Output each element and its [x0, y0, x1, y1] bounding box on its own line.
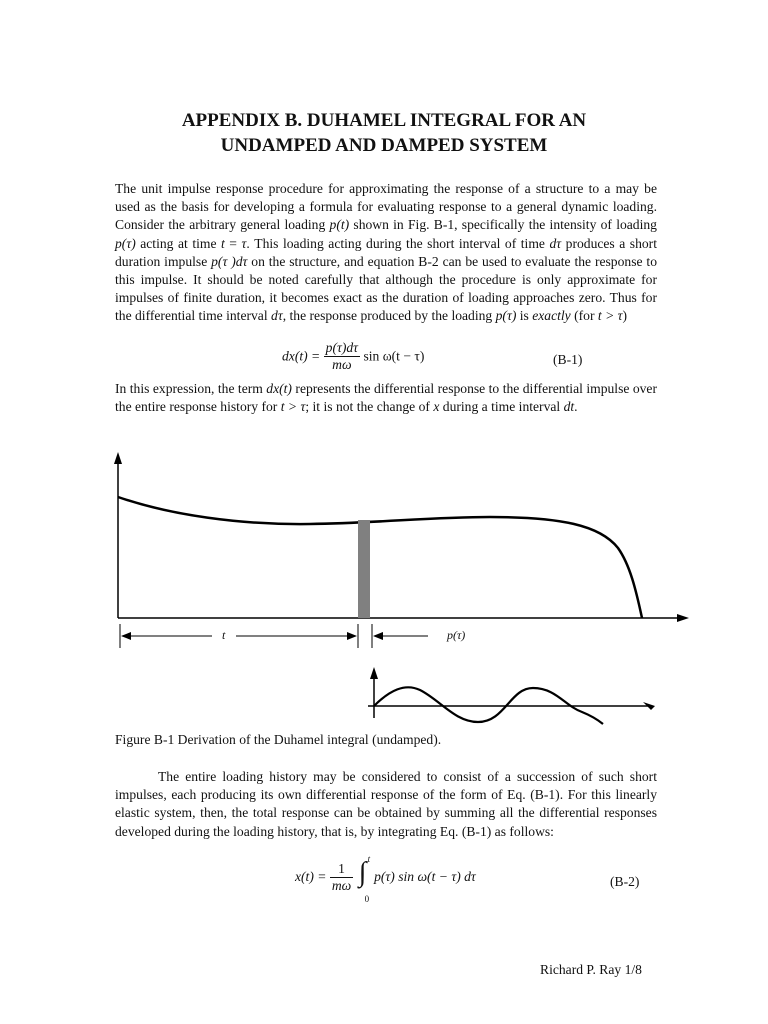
figure-caption: Figure B-1 Derivation of the Duhamel integral (undamped). [115, 732, 442, 747]
math-run: dτ [271, 308, 283, 324]
math-run: t > τ [597, 308, 623, 324]
math-run: dx(t) [266, 381, 292, 396]
math-run: t [221, 235, 225, 251]
dim-arrow-left [121, 632, 131, 640]
eq-integrand: p(τ) sin ω(t − τ) dτ [374, 869, 476, 884]
text-run: during a time interval [439, 399, 564, 415]
figure-label-ptau: p(τ) [447, 628, 466, 642]
impulse-bar [358, 520, 370, 618]
equation-b1-label: (B-1) [553, 352, 583, 367]
math-run: dτ [549, 235, 562, 251]
math-run: dt [563, 399, 575, 415]
text-run: ; it is not the change of [305, 399, 434, 415]
y-axis-arrow [114, 452, 122, 464]
text-run: represents the differential response to the differential impulse over the entire response history for [115, 381, 657, 415]
math-run: t > τ [280, 399, 306, 415]
text-run: produces a short duration impulse [115, 235, 657, 269]
text-run: acting at time [135, 235, 221, 251]
dim-arrow-ptau [373, 632, 383, 640]
text-run: (for [570, 308, 598, 324]
text-run: is [516, 308, 533, 324]
integral-upper-limit: t [367, 854, 371, 864]
page-footer: Richard P. Ray 1/8 [540, 962, 642, 977]
dim-arrow-right [347, 632, 357, 640]
eq-denominator: mω [332, 357, 352, 372]
text-run: , the response produced by the loading [282, 308, 496, 324]
eq-numerator: p(τ)dτ [325, 340, 359, 355]
math-run: x [433, 399, 440, 415]
eq-lhs: x(t) = [295, 869, 327, 884]
eq-rhs: sin ω(t − τ) [363, 348, 425, 364]
text-run: = [224, 235, 242, 251]
eq-fraction [330, 861, 353, 894]
text-run: . [574, 399, 578, 415]
integral-lower-limit: 0 [364, 894, 370, 904]
text-run: In this expression, the term [115, 381, 267, 396]
equation-b2-label: (B-2) [610, 874, 640, 889]
eq-lhs: dx(t) = [282, 348, 321, 364]
title-line-2: UNDAMPED AND DAMPED SYSTEM [220, 135, 548, 156]
text-run: The unit impulse response procedure for approximating the response of a structure to a may be used as the basis for developing a formula for evaluating response to a general dynamic loading. Consider the arbitrary general loading [115, 181, 657, 233]
text-run: . This loading acting during the short interval of time [246, 235, 550, 251]
eq-numerator: 1 [330, 861, 353, 878]
math-run: p(t) [329, 217, 350, 233]
text-run: ) [622, 308, 628, 324]
emphasis-run: exactly [532, 308, 571, 324]
text-run: shown in Fig. B-1, specifically the intensity of loading [349, 217, 657, 233]
response-y-arrow [370, 667, 378, 679]
equation-b2 [295, 854, 476, 904]
paragraph-3: The entire loading history may be considered to consist of a succession of such short impulses, each producing its own differential response of the form of Eq. (B-1). For this linearly elastic system, then, the total response can be obtained by summing all the differential responses developed during the loading history, that is, by integrating Eq. (B-1) as follows: [115, 769, 657, 839]
eq-denominator: mω [331, 877, 352, 893]
math-run: τ [241, 235, 247, 251]
math-run: p(τ )dτ [211, 253, 248, 269]
math-run: p(τ) [115, 235, 136, 251]
text-run: on the structure, and equation B-2 can be used to evaluate the response to this impulse. It should be noted carefully that although the procedure is only approximate for impulses of finite duration, it becomes exact as the duration of loading approaches zero. Thus for the differential time interval [115, 253, 657, 324]
x-axis-arrow [677, 614, 689, 622]
math-run: p(τ) [495, 308, 517, 324]
figure-label-t: t [222, 628, 226, 642]
title-line-1: APPENDIX B. DUHAMEL INTEGRAL FOR AN [181, 110, 587, 131]
integral-sign: ∫ t 0 [358, 854, 371, 904]
load-curve [118, 497, 642, 618]
